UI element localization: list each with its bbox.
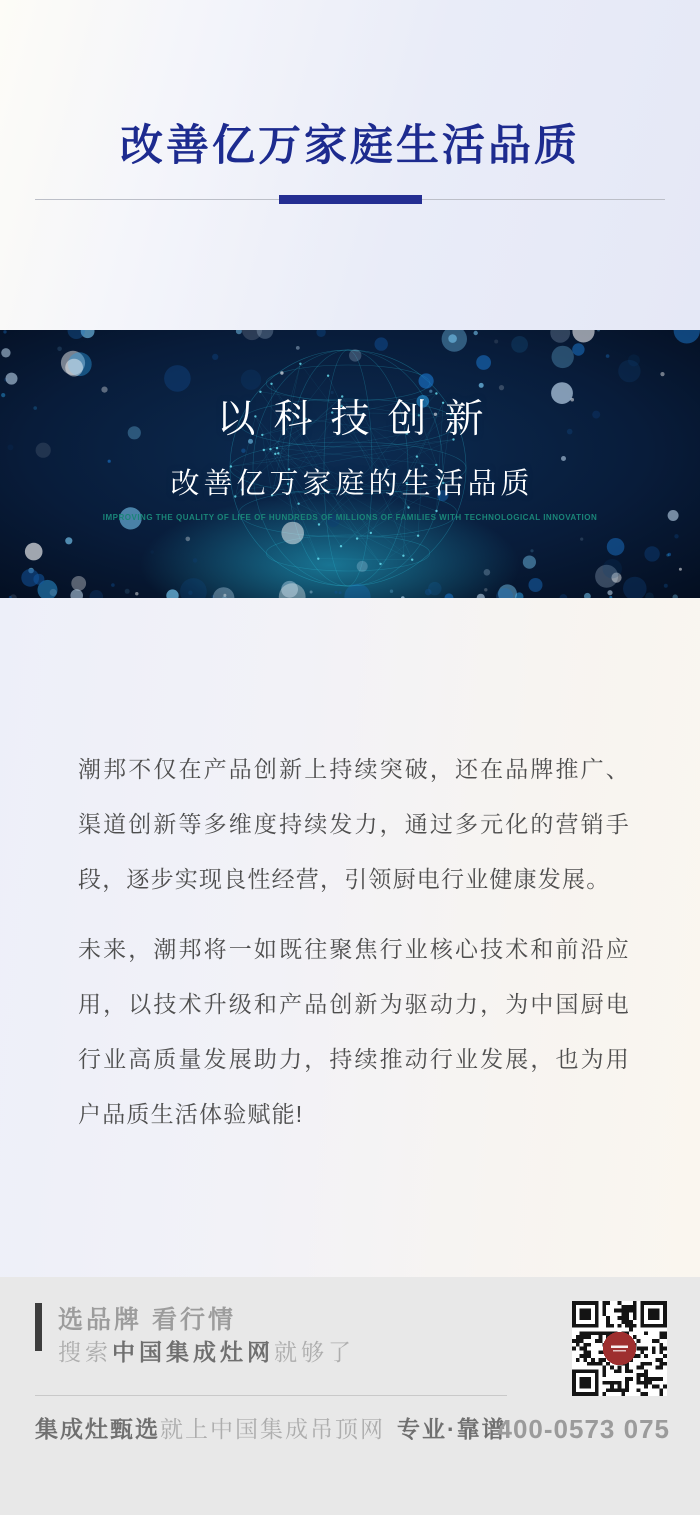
hero-banner: [0, 330, 700, 598]
footer-accent-bar: [35, 1303, 42, 1351]
footer: [0, 1277, 700, 1515]
footer-slogan: 选品牌 看行情: [58, 1306, 236, 1334]
article-paragraph: 未来，潮邦将一如既往聚焦行业核心技术和前沿应用，以技术升级和产品创新为驱动力，为中国厨电行业高质量发展助力，持续推动行业发展，也为用户品质生活体验赋能!: [78, 936, 630, 1127]
footer-search-line: [58, 1334, 355, 1367]
hero-english-tagline: IMPROVING THE QUALITY OF LIFE OF HUNDREDS OF MILLIONS OF FAMILIES WITH TECHNOLOGICAL INNOVATION: [102, 513, 598, 522]
footer-tagline-bold: 专业·靠谱: [397, 1416, 507, 1442]
footer-brand-name: 中国集成灶网: [112, 1339, 274, 1365]
qr-code-icon: [572, 1301, 667, 1396]
page-title: 改善亿万家庭生活品质: [120, 122, 580, 170]
footer-search-suffix: 就够了: [274, 1339, 355, 1365]
header-section: [0, 0, 700, 330]
footer-tagline-light: 就上中国集成吊顶网: [160, 1416, 385, 1442]
article-body: [0, 598, 700, 1277]
hero-headline: 以科技创新: [216, 398, 502, 441]
divider-accent-bar: [279, 195, 422, 204]
article-paragraph: 潮邦不仅在产品创新上持续突破，还在品牌推广、渠道创新等多维度持续发力，通过多元化的营销手段，逐步实现良性经营，引领厨电行业健康发展。: [78, 756, 630, 892]
footer-tagline: [35, 1411, 507, 1444]
hero-text-block: [0, 388, 700, 522]
footer-tagline-bold: 集成灶甄选: [35, 1416, 160, 1442]
hero-subheadline: 改善亿万家庭的生活品质: [170, 468, 534, 500]
footer-search-prefix: 搜索: [58, 1339, 112, 1365]
title-divider: [0, 195, 700, 204]
phone-number: 400-0573 075: [497, 1414, 670, 1444]
footer-divider: [35, 1395, 507, 1396]
